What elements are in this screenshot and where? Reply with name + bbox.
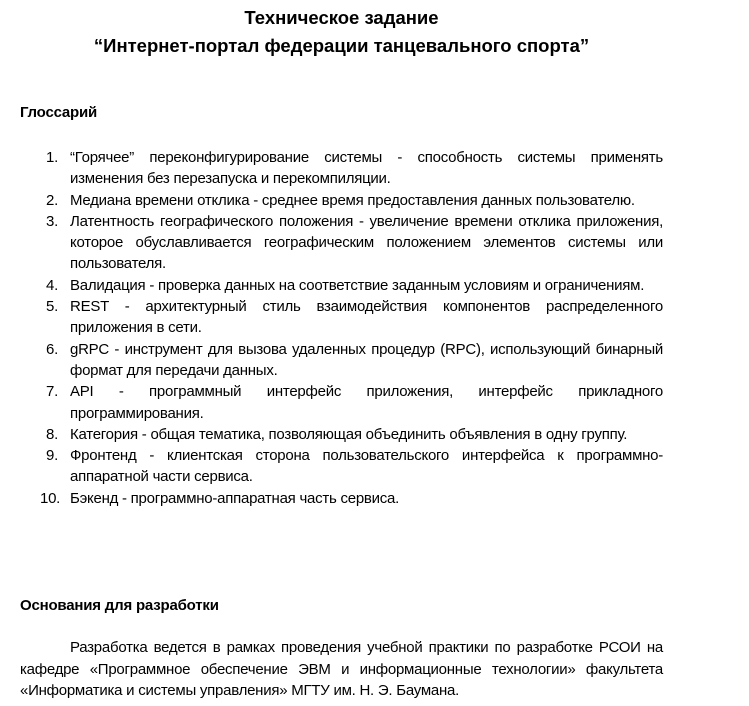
- list-item: [20, 445, 663, 488]
- list-item-text: Медиана времени отклика - среднее время предоставления данных пользователю.: [70, 191, 635, 209]
- glossary-heading: Глоссарий: [20, 104, 98, 121]
- document-title: Техническое задание: [244, 7, 439, 28]
- list-number: 9.: [46, 447, 59, 465]
- list-item: [20, 147, 663, 190]
- list-number: 2.: [46, 191, 59, 209]
- list-item-text: Бэкенд - программно-аппаратная часть сервиса.: [70, 489, 400, 507]
- list-item-text: Категория - общая тематика, позволяющая объединить объявления в одну группу.: [70, 425, 628, 443]
- list-item: [20, 424, 663, 445]
- document-subtitle: “Интернет-портал федерации танцевального спорта”: [93, 35, 590, 56]
- list-number: 10.: [40, 489, 61, 507]
- list-number: 1.: [46, 149, 59, 166]
- list-item: [20, 275, 663, 296]
- list-item: [20, 211, 663, 275]
- list-item: [20, 296, 663, 339]
- list-item-text: Валидация - проверка данных на соответствие заданным условиям и ограничениям.: [70, 276, 645, 294]
- list-item-text: Латентность географического положения - увеличение времени отклика приложения, которое обуславливается географическим положением элементов системы или пользователя.: [70, 212, 663, 273]
- list-item: [20, 339, 663, 382]
- list-number: 7.: [46, 383, 59, 401]
- list-item: [20, 381, 663, 424]
- list-number: 5.: [46, 298, 59, 316]
- basis-paragraph: Разработка ведется в рамках проведения учебной практики по разработке РСОИ на кафедре «Программное обеспечение ЭВМ и информационные технологии» факультета «Информатика и системы управления» МГТУ им. Н. Э. Баумана.: [20, 639, 663, 699]
- list-item: [20, 190, 663, 211]
- list-number: 3.: [46, 212, 59, 230]
- list-item-text: API - программный интерфейс приложения, интерфейс прикладного программирования.: [70, 383, 663, 422]
- list-number: 8.: [46, 425, 59, 443]
- list-number: 4.: [46, 276, 59, 294]
- list-item-text: gRPC - инструмент для вызова удаленных процедур (RPC), использующий бинарный формат для передачи данных.: [70, 340, 663, 379]
- basis-heading: Основания для разработки: [20, 597, 219, 614]
- glossary-list: [20, 147, 663, 509]
- list-item-text: “Горячее” переконфигурирование системы - способность системы применять изменения без перезапуска и перекомпиляции.: [70, 149, 663, 188]
- list-item-text: Фронтенд - клиентская сторона пользовательского интерфейса к программно-аппаратной части сервиса.: [70, 447, 663, 486]
- list-number: 6.: [46, 340, 59, 358]
- list-item: [20, 488, 663, 509]
- list-item-text: REST - архитектурный стиль взаимодействия компонентов распределенного приложения в сети.: [70, 298, 663, 337]
